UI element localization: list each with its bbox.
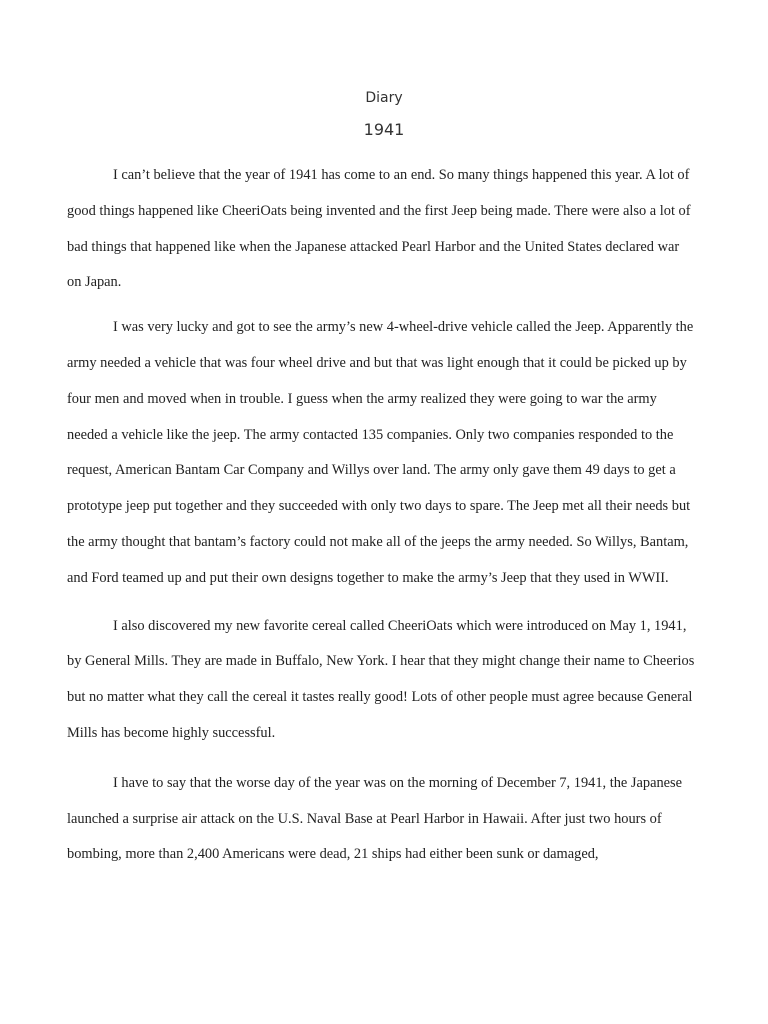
paragraph-2: I was very lucky and got to see the army’s new 4-wheel-drive vehicle called the Jeep. Apparently the army needed a vehicle that was four wheel drive and but that was light enough that it could be picked up by four men and moved when in trouble. I guess when the army realized they were going to war the army needed a vehicle like the jeep. The army contacted 135 companies. Only two companies responded to the request, American Bantam Car Company and Willys over land. The army only gave them 49 days to get a prototype jeep put together and they succeeded with only two days to spare. The Jeep met all their needs but the army thought that bantam’s factory could not make all of the jeeps the army needed. So Willys, Bantam, and Ford teamed up and put their own designs together to make the army’s Jeep that they used in WWII.: [67, 319, 694, 586]
paragraph-1: I can’t believe that the year of 1941 has come to an end. So many things happened this year. A lot of good things happened like CheeriOats being invented and the first Jeep being made. There were also a lot of bad things that happened like when the Japanese attacked Pearl Harbor and the United States declared war on Japan.: [67, 167, 691, 291]
paragraph-3: I also discovered my new favorite cereal called CheeriOats which were introduced on May 1, 1941, by General Mills. They are made in Buffalo, New York. I hear that they might change their name to Cheerios but no matter what they call the cereal it tastes really good! Lots of other people must agree because General Mills has become highly successful.: [67, 617, 695, 741]
document-title: Diary: [365, 90, 403, 106]
document-body: [67, 158, 697, 873]
paragraph-4: I have to say that the worse day of the year was on the morning of December 7, 1941, the Japanese launched a surprise air attack on the U.S. Naval Base at Pearl Harbor in Hawaii. After just two hours of bombing, more than 2,400 Americans were dead, 21 ships had either been sunk or damaged,: [67, 774, 683, 863]
document-subtitle: 1941: [363, 120, 405, 139]
